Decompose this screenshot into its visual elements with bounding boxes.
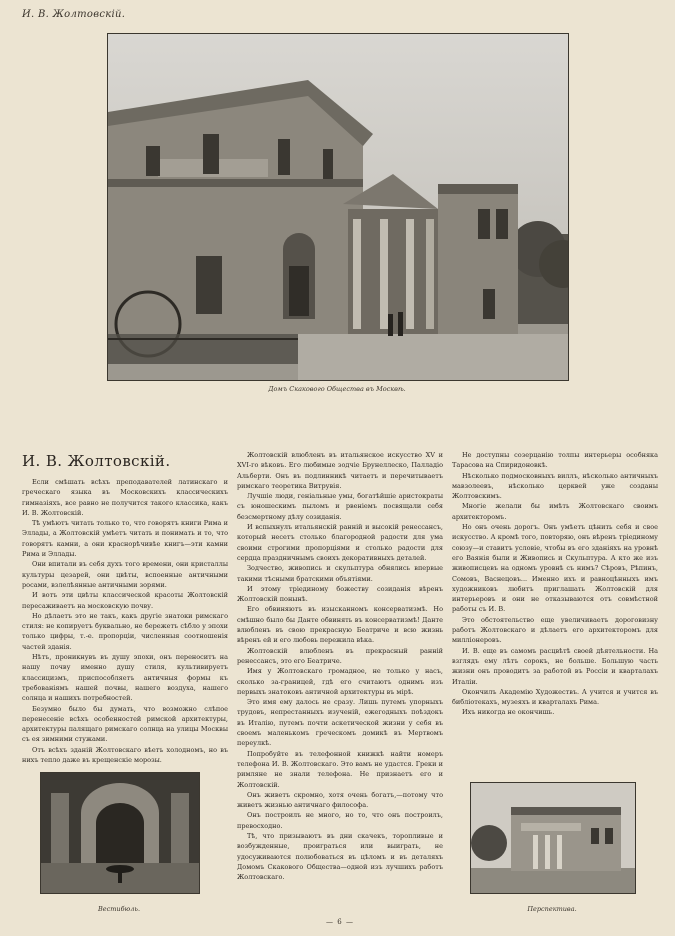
paragraph: И этому тріединому божеству созиданія вѣренъ Жолтовскій понынѣ. (237, 584, 443, 604)
vestibule-photo-icon (41, 773, 199, 893)
paragraph: Жолтовскій влюбленъ въ итальянское искусство XV и XVI-го вѣковъ. Его любимые зодчіе Брунеллескo, Палладіо Альберти. Онъ въ подлинникѣ читаетъ и перечитываетъ римскаго теоретика Витрувія. (237, 451, 443, 490)
vestibule-caption: Вестибюль. (97, 905, 141, 913)
paragraph: Попробуйте въ телефонной книжкѣ найти номеръ телефона И. В. Жолтовскаго. Это вамъ не удастся. Греки и римляне не знали телефона. Не признаетъ его и Жолтовскій. (237, 749, 443, 789)
main-building-photo (107, 33, 569, 381)
paragraph: Лучшіе люди, геніальные умы, богатѣйшіе аристократы съ юношескимъ пыломъ и рвеніемъ посвящали себя безсмертному дѣлу созиданія. (237, 492, 443, 521)
paragraph: Многіе желали бы имѣть Жолтовскаго своимъ архитекторомъ. (452, 502, 658, 521)
paragraph: Жолтовскій влюбленъ въ прекрасный ранній ренессансъ, это его Беатриче. (237, 646, 443, 665)
perspective-photo (470, 782, 636, 894)
paragraph: Онъ построилъ не много, но то, что онъ построилъ, превосходно. (237, 811, 443, 830)
paragraph: Ихъ никогда не окончишь. (462, 708, 555, 717)
paragraph: Зодчество, живопись и скульптура обнялись впервые такими тѣсными братскими объятіями. (237, 564, 443, 583)
paragraph: Они впитали въ себя духъ того времени, они кристаллы культуры цезарей, они цвѣты, вспоенные античными росами, взлелѣянные античными зорями. (22, 560, 228, 589)
paragraph: Нѣсколько подмосковныхъ виллъ, нѣсколько античныхъ мавзолеевъ, нѣсколько церквей уже созданы Жолтовскимъ. (452, 471, 658, 501)
main-photo-caption: Домъ Скакового Общества въ Москвѣ. (268, 385, 406, 393)
paragraph: Имя у Жолтовскаго громадное, не только у насъ, сколько за-границей, гдѣ его считаютъ однимъ изъ первыхъ знатоковъ античной архитектуры въ мірѣ. (237, 667, 443, 696)
paragraph: Тѣ, что призываютъ въ дни скачекъ, торопливые и возбужденные, проигрaться или выиграть, не удосуживаются полюбоваться въ цѣломъ и въ деталяхъ Домомъ Скакового Общества—одной изъ лучшихъ работъ Жолтовскаго. (237, 831, 443, 882)
paragraph: Тѣ умѣютъ читать только то, что говорятъ книги Рима и Эллады, а Жолтовскій умѣетъ читать и понимать и то, что говорятъ камни, а они краснорѣчивѣе книгъ—эти камни Рима и Эллады. (22, 519, 228, 559)
building-photo-icon (108, 34, 568, 380)
paragraph: Если смѣшать всѣхъ преподавателей латинскаго и греческаго языка въ Московскихъ классическихъ гимназіяхъ, все равно не получится такого классика, какъ И. В. Жолтовскій. (22, 478, 228, 517)
paragraph: Окончилъ Академію Художествъ. А учится и учится въ библіотекахъ, музеяхъ и кварталахъ Рима. (452, 687, 658, 707)
text-column-3 (452, 450, 658, 718)
paragraph: Его обвиняютъ въ изысканномъ консерватизмѣ. Но смѣшно было бы Данте обвинять въ консерватизмѣ! Данте влюбленъ въ свою прекрасную Беатриче и всю жизнь вѣренъ ей и его любовь пережила вѣка. (237, 605, 443, 645)
paragraph: И вспыхнулъ итальянскій ранній и высокій ренессансъ, который несетъ столько благородной радости для ума своими строгими пропорціями и столько радости для сердца праздничнымъ своихъ декоративныхъ деталей. (237, 523, 443, 562)
perspective-photo-icon (471, 783, 635, 893)
paragraph: Но дѣлаетъ это не такъ, какъ другіе знатоки римскаго стиля: не копируетъ буквально, не бережетъ сѣбло у эпохи только цифры, т.-е. пропорціи, численныя соотношенія частей зданія. (22, 611, 228, 651)
paragraph: И вотъ эти цвѣты классической красоты Жолтовскій пересаживаетъ на московскую почву. (22, 591, 228, 610)
text-column-2 (237, 450, 443, 882)
page-number: — 6 — (326, 918, 354, 926)
paragraph: Отъ всѣхъ зданій Жолтовскаго вѣетъ холодномъ, но въ нихъ тепло даже въ крещенскіе морозы. (22, 745, 228, 765)
paragraph: И. В. еще въ самомъ расцвѣтѣ своей дѣятельности. На взглядъ ему лѣтъ сорокъ, не больше. Большую часть жизни онъ проводитъ за работой въ Россіи и кварталахъ Италіи. (452, 646, 658, 686)
paragraph: Это имя ему далось не сразу. Лишь путемъ упорныхъ трудовъ, непрестанныхъ изученій, ежегодныхъ поѣздокъ въ Италію, путемъ почти аскетической жизни у себя въ своемъ маленькомъ греческомъ домикѣ въ Мертвомъ переулкѣ. (237, 698, 443, 748)
article-title: И. В. Жолтовскій. (22, 452, 171, 470)
perspective-caption: Перспектива. (527, 905, 577, 913)
paragraph: Онъ живетъ скромно, хотя очень богатъ,—потому что живетъ жизнью античнаго философа. (237, 790, 443, 810)
text-column-1 (22, 477, 228, 765)
paragraph: Безумно было бы думать, что возможно слѣпое перенесеніе всѣхъ особенностей римской архитектуры, архитектуры палящаго римскаго солнца на улицы Москвы съ ея зимними стужами. (22, 704, 228, 744)
paragraph: Это обстоятельство еще увеличиваетъ дороговизну работъ Жолтовскаго и дѣлаетъ его архитекторомъ для милліонеровъ. (452, 615, 658, 645)
paragraph: Но онъ очень дорогъ. Онъ умѣетъ цѣнить себя и свое искусство. А кромѣ того, повторяю, онъ вѣренъ тріединому союзу—и ставитъ условіе, чтобы въ его зданіяхъ на уровнѣ его Ваянія были и Живопись и Скульптура. А кто же изъ живописцевъ на одномъ уровнѣ съ нимъ? Сѣровъ, Рѣпинъ, Сомовъ, Васнецовъ... Именно ихъ и равноцѣнныхъ имъ художниковъ любитъ приглашать Жолтовскій для интерьеровъ и они не отказываются отъ совмѣстной работы съ И. В. (452, 523, 658, 614)
running-head: И. В. Жолтовскій. (22, 9, 126, 20)
vestibule-photo (40, 772, 200, 894)
paragraph: Не доступны созерцанію толпы интерьеры особняка Тарасова на Спиридоновкѣ. (452, 451, 658, 470)
paragraph: Нѣтъ, проникнувъ въ душу эпохи, онъ переноситъ на нашу почву именно душу стиля, культивируетъ классицизмъ, приспособляетъ античныя формы къ требованіямъ нашей почвы, нашего воздуха, нашего солнца и нашихъ потребностей. (22, 653, 228, 703)
